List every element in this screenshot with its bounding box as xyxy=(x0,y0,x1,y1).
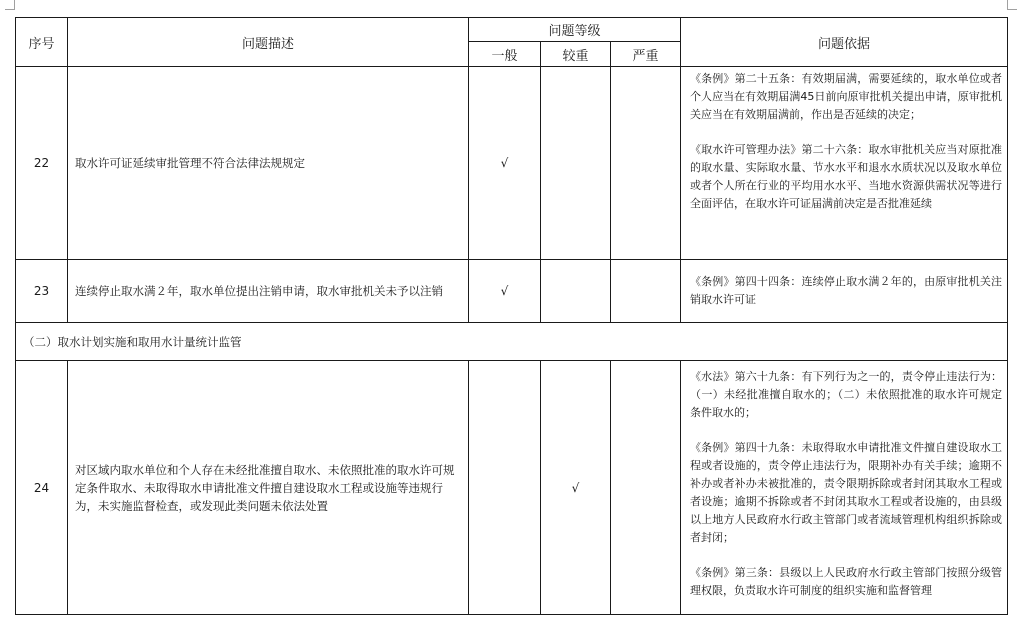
basis-clause: 《条例》第四十九条：未取得取水申请批准文件擅自建设取水工程或者设施的，责令停止违法行为，限期补办有关手续；逾期不补办或者补办未被批准的，责令限期拆除或者封闭其取水工程或者设施；逾期不拆除或者不封闭其取水工程或者设施的，由县级以上地方人民政府水行政主管部门或者流域管理机构组织拆除或者封闭； xyxy=(690,441,1002,544)
crop-mark-right xyxy=(1007,0,1017,10)
check-severe xyxy=(611,67,681,260)
row-index: 22 xyxy=(16,67,68,260)
check-serious: √ xyxy=(541,361,611,615)
row-index: 23 xyxy=(16,260,68,323)
header-level: 问题等级 xyxy=(469,18,681,42)
check-severe xyxy=(611,361,681,615)
header-level-serious: 较重 xyxy=(541,42,611,67)
section-title: （二）取水计划实施和取用水计量统计监管 xyxy=(16,323,1008,361)
table-row xyxy=(16,361,1008,615)
header-index: 序号 xyxy=(16,18,68,67)
header-level-general: 一般 xyxy=(469,42,541,67)
check-general: √ xyxy=(469,67,541,260)
check-general xyxy=(469,361,541,615)
section-row xyxy=(16,323,1008,361)
row-basis xyxy=(681,67,1008,260)
header-basis: 问题依据 xyxy=(681,18,1008,67)
row-description: 取水许可证延续审批管理不符合法律法规规定 xyxy=(68,67,469,260)
basis-clause: 《取水许可管理办法》第二十六条：取水审批机关应当对原批准的取水量、实际取水量、节水水平和退水水质状况以及取水单位或者个人所在行业的平均用水水平、当地水资源供需状况等进行全面评估，在取水许可证届满前决定是否批准延续 xyxy=(690,143,1002,210)
crop-mark-left xyxy=(5,0,15,10)
row-description: 连续停止取水满２年，取水单位提出注销申请，取水审批机关未予以注销 xyxy=(68,260,469,323)
basis-clause: 《水法》第六十九条：有下列行为之一的，责令停止违法行为：（一）未经批准擅自取水的；（二）未依照批准的取水许可规定条件取水的； xyxy=(690,370,1002,419)
basis-clause: 《条例》第四十四条：连续停止取水满２年的，由原审批机关注销取水许可证 xyxy=(690,275,1002,306)
check-severe xyxy=(611,260,681,323)
row-index: 24 xyxy=(16,361,68,615)
header-level-severe: 严重 xyxy=(611,42,681,67)
basis-clause: 《条例》第三条：县级以上人民政府水行政主管部门按照分级管理权限，负责取水许可制度的组织实施和监督管理 xyxy=(690,566,1002,597)
header-row-1 xyxy=(16,18,1008,42)
check-serious xyxy=(541,67,611,260)
header-description: 问题描述 xyxy=(68,18,469,67)
inspection-table xyxy=(15,17,1008,615)
check-serious xyxy=(541,260,611,323)
basis-clause: 《条例》第二十五条：有效期届满，需要延续的，取水单位或者个人应当在有效期届满45日前向原审批机关提出申请，原审批机关应当在有效期届满前，作出是否延续的决定； xyxy=(690,72,1002,121)
row-description: 对区域内取水单位和个人存在未经批准擅自取水、未依照批准的取水许可规定条件取水、未取得取水申请批准文件擅自建设取水工程或设施等违规行为，未实施监督检查，或发现此类问题未依法处置 xyxy=(68,361,469,615)
check-general: √ xyxy=(469,260,541,323)
table-row xyxy=(16,260,1008,323)
table-row xyxy=(16,67,1008,260)
row-basis xyxy=(681,260,1008,323)
row-basis xyxy=(681,361,1008,615)
